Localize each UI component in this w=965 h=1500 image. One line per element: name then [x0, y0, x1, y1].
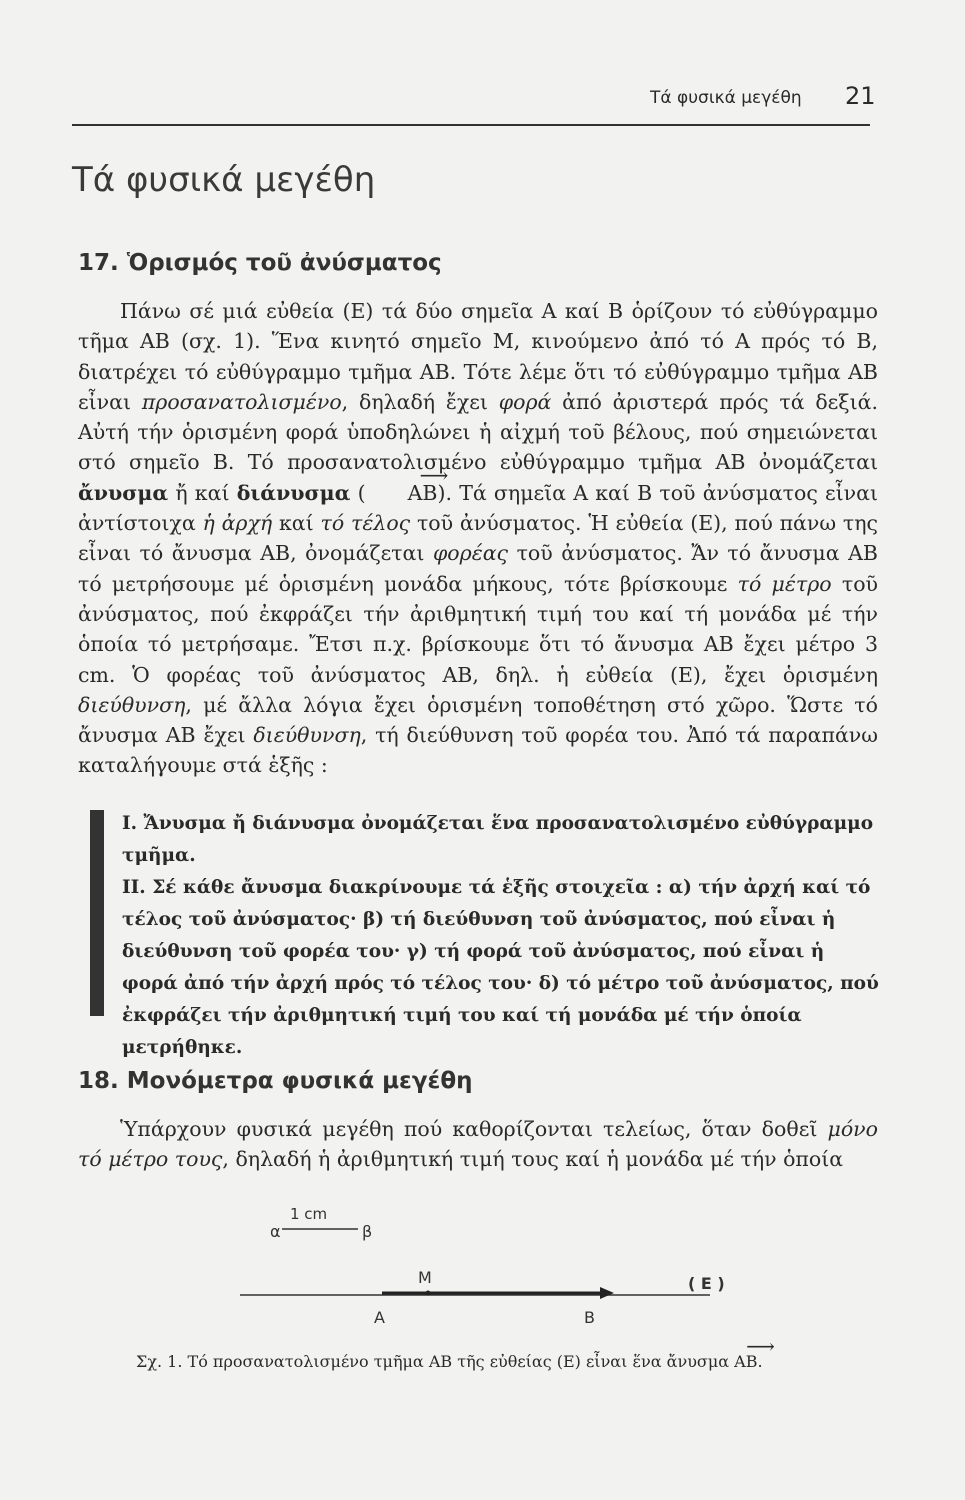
emphasis: προσανατολισμένο [141, 389, 342, 414]
figure-1 [210, 1195, 770, 1339]
caption-text: Σχ. 1. Τό προσανατολισμένο τμῆμα ΑΒ τῆς εὐθείας (Ε) εἶναι ἕνα ἄνυσμα [136, 1352, 735, 1371]
section-18-body [78, 1114, 878, 1175]
text: ἀπό ἀριστερά πρός τά δεξιά. Αὐτή τήν ὁρισμένη φορά ὑποδηλώνει ἡ αἰχμή τοῦ βέλους, πού σημειώνεται στό σημεῖο Β. Τό προσανατολισμένο εὐθύγραμμο τμῆμα ΑΒ ὀνομάζεται [78, 389, 878, 475]
section-18-heading: 18. Μονόμετρα φυσικά μεγέθη [78, 1068, 473, 1094]
emphasis: διεύθυνση [78, 692, 186, 717]
running-header-title: Τά φυσικά μεγέθη [650, 88, 802, 108]
scale-left-label: α [270, 1222, 281, 1241]
vector-diagram [210, 1195, 770, 1335]
term: ἄνυσμα [78, 480, 169, 505]
text: , μέ ἄλλα λόγια ἔχει ὁρισμένη τοποθέτηση στό χῶρο. Ὥστε τό ἄνυσμα ΑΒ ἔχει [78, 692, 878, 748]
definition-margin-bar [90, 810, 104, 1016]
point-m-marker [426, 1291, 431, 1296]
figure-caption [136, 1352, 763, 1371]
paragraph [78, 296, 878, 781]
text: τοῦ ἀνύσματος, πού ἐκφράζει τήν ἀριθμητική τιμή του καί τή μονάδα μέ τήν ὁποία τό μετρήσαμε. Ἔτσι π.χ. βρίσκουμε ὅτι τό ἄνυσμα ΑΒ ἔχει μέτρο 3 cm. Ὁ φορέας τοῦ ἀνύσματος ΑΒ, δηλ. ἡ εὐθεία (Ε), ἔχει ὁρισμένη [78, 571, 879, 687]
definition-2: ΙΙ. Σέ κάθε ἄνυσμα διακρίνουμε τά ἑξῆς στοιχεῖα : α) τήν ἀρχή καί τό τέλος τοῦ ἀνύσματος· β) τή διεύθυνση τοῦ ἀνύσματος, πού εἶναι ἡ διεύθυνση τοῦ φορέα του· γ) τή φορά τοῦ ἀνύσματος, πού εἶναι ἡ φορά ἀπό τήν ἀρχή πρός τό τέλος του· δ) τό μέτρο τοῦ ἀνύσματος, πού ἐκφράζει τήν ἀριθμητική τιμή του καί τή μονάδα μέ τήν ὁποία μετρήθηκε. [122, 877, 879, 1058]
header-rule [72, 124, 870, 126]
text: , τή διεύθυνση τοῦ φορέα του. Ἀπό τά παραπάνω καταλήγουμε στά ἑξῆς : [78, 723, 878, 778]
point-b-label: Β [584, 1308, 595, 1327]
definitions-block [122, 808, 880, 1064]
emphasis: φορά [498, 389, 552, 414]
text: Ὑπάρχουν φυσικά μεγέθη πού καθορίζονται τελείως, ὅταν δοθεῖ [120, 1117, 828, 1141]
page-number: 21 [845, 82, 876, 110]
section-17-heading: 17. Ὁρισμός τοῦ ἀνύσματος [78, 250, 442, 276]
emphasis: τό μέτρο [737, 571, 832, 596]
emphasis: φορέας [432, 541, 509, 566]
scale-right-label: β [362, 1222, 373, 1241]
text: ( [350, 480, 366, 505]
text: τοῦ ἀνύσματος. Ἡ εὐθεία (Ε), πού πάνω της εἶναι τό ἄνυσμα ΑΒ, ὀνομάζεται [78, 511, 878, 566]
emphasis: ἡ ἀρχή [202, 511, 273, 536]
vector-notation: ⟶ ΑΒ [366, 478, 438, 508]
chapter-title: Τά φυσικά μεγέθη [72, 160, 376, 200]
section-17-body [78, 296, 878, 781]
scale-label: 1 cm [290, 1205, 328, 1223]
paragraph [78, 1114, 878, 1175]
emphasis: διεύθυνση [253, 723, 361, 748]
text: τοῦ ἀνύσματος. Ἄν τό ἄνυσμα ΑΒ τό μετρήσουμε μέ ὁρισμένη μονάδα μήκους, τότε βρίσκουμε [78, 541, 878, 596]
line-e-label: ( Ε ) [688, 1274, 725, 1293]
vector-arrowhead [600, 1287, 614, 1299]
emphasis: μόνο τό μέτρο τους [78, 1117, 878, 1172]
running-header [650, 82, 900, 110]
emphasis: τό τέλος [320, 511, 411, 536]
term: διάνυσμα [236, 480, 351, 505]
point-m-label: Μ [418, 1268, 432, 1287]
definition-1: Ι. Ἄνυσμα ἤ διάνυσμα ὀνομάζεται ἕνα προσανατολισμένο εὐθύγραμμο τμῆμα. [122, 813, 874, 866]
text: ). Τά σημεῖα Α καί Β τοῦ ἀνύσματος εἶναι ἀντίστοιχα [78, 480, 879, 536]
text: ἤ καί [168, 480, 237, 505]
text: Πάνω σέ μιά εὐθεία (Ε) τά δύο σημεῖα Α καί Β ὁρίζουν τό εὐθύγραμμο τῆμα ΑΒ (σχ. 1). Ἕνα κινητό σημεῖο Μ, κινούμενο ἀπό τό Α πρός τό Β, διατρέχει τό εὐθύγραμμο τμῆμα ΑΒ. Τότε λέμε ὅτι τό εὐθύγραμμο τμῆμα ΑΒ εἶναι [78, 299, 878, 414]
text: καί [272, 511, 321, 536]
caption-vector: ⟶ ΑΒ. [734, 1352, 762, 1371]
text: , δηλαδή ἡ ἀριθμητική τιμή τους καί ἡ μονάδα μέ τήν ὁποία [222, 1147, 844, 1172]
point-a-label: Α [374, 1308, 385, 1327]
text: , δηλαδή ἔχει [341, 389, 499, 414]
